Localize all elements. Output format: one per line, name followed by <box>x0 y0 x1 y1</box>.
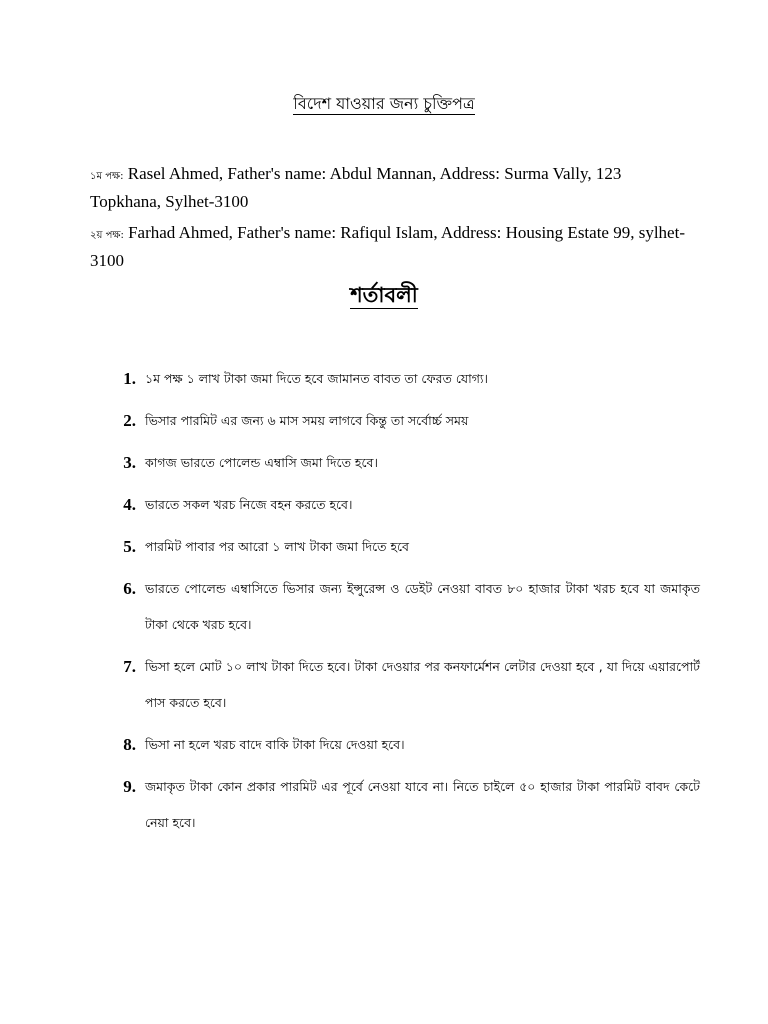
term-text: ভিসা হলে মোট ১০ লাখ টাকা দিতে হবে। টাকা দেওয়ার পর কনফার্মেশন লেটার দেওয়া হবে , যা দিয়ে এয়ারপোর্ট পাস করতে হবে। <box>145 659 700 710</box>
terms-list <box>100 366 700 852</box>
term-text: কাগজ ভারতে পোলেন্ড এম্বাসি জমা দিতে হবে। <box>145 455 378 470</box>
term-text: পারমিট পাবার পর আরো ১ লাখ টাকা জমা দিতে হবে <box>145 539 410 554</box>
term-item <box>100 408 700 439</box>
term-number: 5. <box>123 537 136 556</box>
term-text: ভিসা না হলে খরচ বাদে বাকি টাকা দিয়ে দেওয়া হবে। <box>145 737 405 752</box>
terms-heading-text: শর্তাবলী <box>350 283 418 307</box>
term-number: 2. <box>123 411 136 430</box>
term-item <box>100 366 700 397</box>
term-text: ভিসার পারমিট এর জন্য ৬ মাস সময় লাগবে কিন্তু তা সর্বোর্চ্চ সময় <box>145 413 469 428</box>
document-title-text: বিদেশ যাওয়ার জন্য চুক্তিপত্র <box>293 94 475 113</box>
second-party <box>90 220 690 273</box>
second-party-label: ২য় পক্ষ: <box>90 230 124 241</box>
term-number: 7. <box>123 657 136 676</box>
first-party-details: Rasel Ahmed, Father's name: Abdul Mannan, Address: Surma Vally, 123 Topkhana, Sylhet-3100 <box>90 164 622 211</box>
term-item <box>100 732 700 763</box>
term-item <box>100 774 700 841</box>
term-number: 4. <box>123 495 136 514</box>
terms-heading <box>0 280 768 310</box>
term-text: ভারতে পোলেন্ড এম্বাসিতে ভিসার জন্য ইন্সুরেন্স ও ডেইট নেওয়া বাবত ৮০ হাজার টাকা খরচ হবে যা জমাকৃত টাকা থেকে খরচ হবে। <box>145 581 700 632</box>
term-item <box>100 534 700 565</box>
first-party-label: ১ম পক্ষ: <box>90 171 124 182</box>
term-text: ভারতে সকল খরচ নিজে বহন করতে হবে। <box>145 497 353 512</box>
term-item <box>100 654 700 721</box>
term-number: 1. <box>123 369 136 388</box>
second-party-details: Farhad Ahmed, Father's name: Rafiqul Islam, Address: Housing Estate 99, sylhet-3100 <box>90 223 685 270</box>
term-number: 3. <box>123 453 136 472</box>
term-item <box>100 492 700 523</box>
term-number: 9. <box>123 777 136 796</box>
document-title <box>0 92 768 116</box>
term-number: 8. <box>123 735 136 754</box>
term-item <box>100 576 700 643</box>
term-text: জমাকৃত টাকা কোন প্রকার পারমিট এর পূর্বে নেওয়া যাবে না। নিতে চাইলে ৫০ হাজার টাকা পারমিট বাবদ কেটে নেয়া হবে। <box>145 779 700 830</box>
first-party <box>90 161 690 214</box>
term-number: 6. <box>123 579 136 598</box>
term-text: ১ম পক্ষ ১ লাখ টাকা জমা দিতে হবে জামানত বাবত তা ফেরত যোগ্য। <box>145 371 489 386</box>
term-item <box>100 450 700 481</box>
